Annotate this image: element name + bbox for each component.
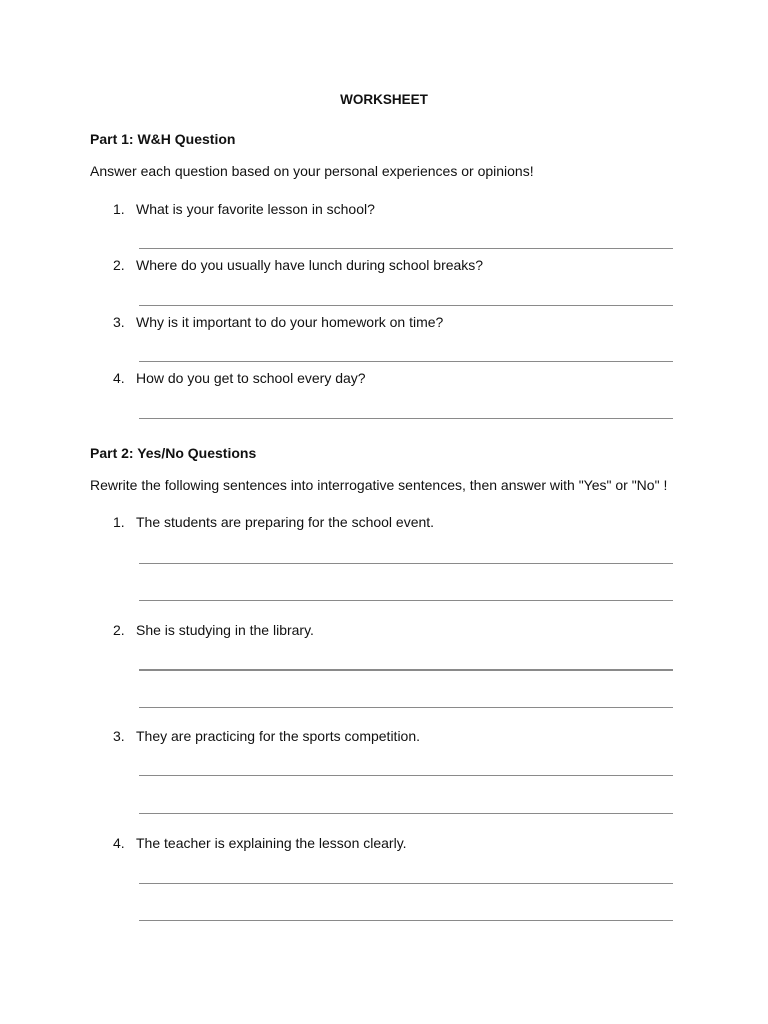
part2-q4-text: The teacher is explaining the lesson clearly. (136, 835, 407, 851)
part2-q1-question-line[interactable] (139, 563, 673, 564)
part1-q1-number: 1. (113, 201, 125, 217)
part2-heading: Part 2: Yes/No Questions (90, 445, 257, 461)
part2-q4-number: 4. (113, 835, 125, 851)
part1-q3-number: 3. (113, 314, 125, 330)
part2-q2-question-line[interactable] (139, 669, 673, 671)
part2-instruction: Rewrite the following sentences into interrogative sentences, then answer with "Yes" or "No" ! (90, 477, 668, 493)
part1-q4-number: 4. (113, 370, 125, 386)
part1-instruction: Answer each question based on your personal experiences or opinions! (90, 163, 534, 179)
part1-q2-answer-line[interactable] (139, 305, 673, 306)
part1-q4-text: How do you get to school every day? (136, 370, 366, 386)
part1-q2-text: Where do you usually have lunch during school breaks? (136, 257, 484, 273)
part1-q4-answer-line[interactable] (139, 418, 673, 419)
part2-q3-number: 3. (113, 728, 125, 744)
part1-q3-text: Why is it important to do your homework on time? (136, 314, 444, 330)
part2-q1-text: The students are preparing for the school event. (136, 514, 435, 530)
part1-q1-answer-line[interactable] (139, 248, 673, 249)
part2-q2-text: She is studying in the library. (136, 622, 314, 638)
part2-q2-number: 2. (113, 622, 125, 638)
part2-q4-question-line[interactable] (139, 883, 673, 884)
part1-q1-text: What is your favorite lesson in school? (136, 201, 375, 217)
part2-q3-question-line[interactable] (139, 775, 673, 776)
part2-q2-answer-line[interactable] (139, 707, 673, 708)
part2-q1-answer-line[interactable] (139, 600, 673, 601)
part2-q3-text: They are practicing for the sports competition. (136, 728, 421, 744)
part1-q3-answer-line[interactable] (139, 361, 673, 362)
part1-q2-number: 2. (113, 257, 125, 273)
worksheet-title: WORKSHEET (340, 92, 428, 107)
part2-q1-number: 1. (113, 514, 125, 530)
part2-q4-answer-line[interactable] (139, 920, 673, 921)
part1-heading: Part 1: W&H Question (90, 131, 236, 147)
part2-q3-answer-line[interactable] (139, 813, 673, 814)
